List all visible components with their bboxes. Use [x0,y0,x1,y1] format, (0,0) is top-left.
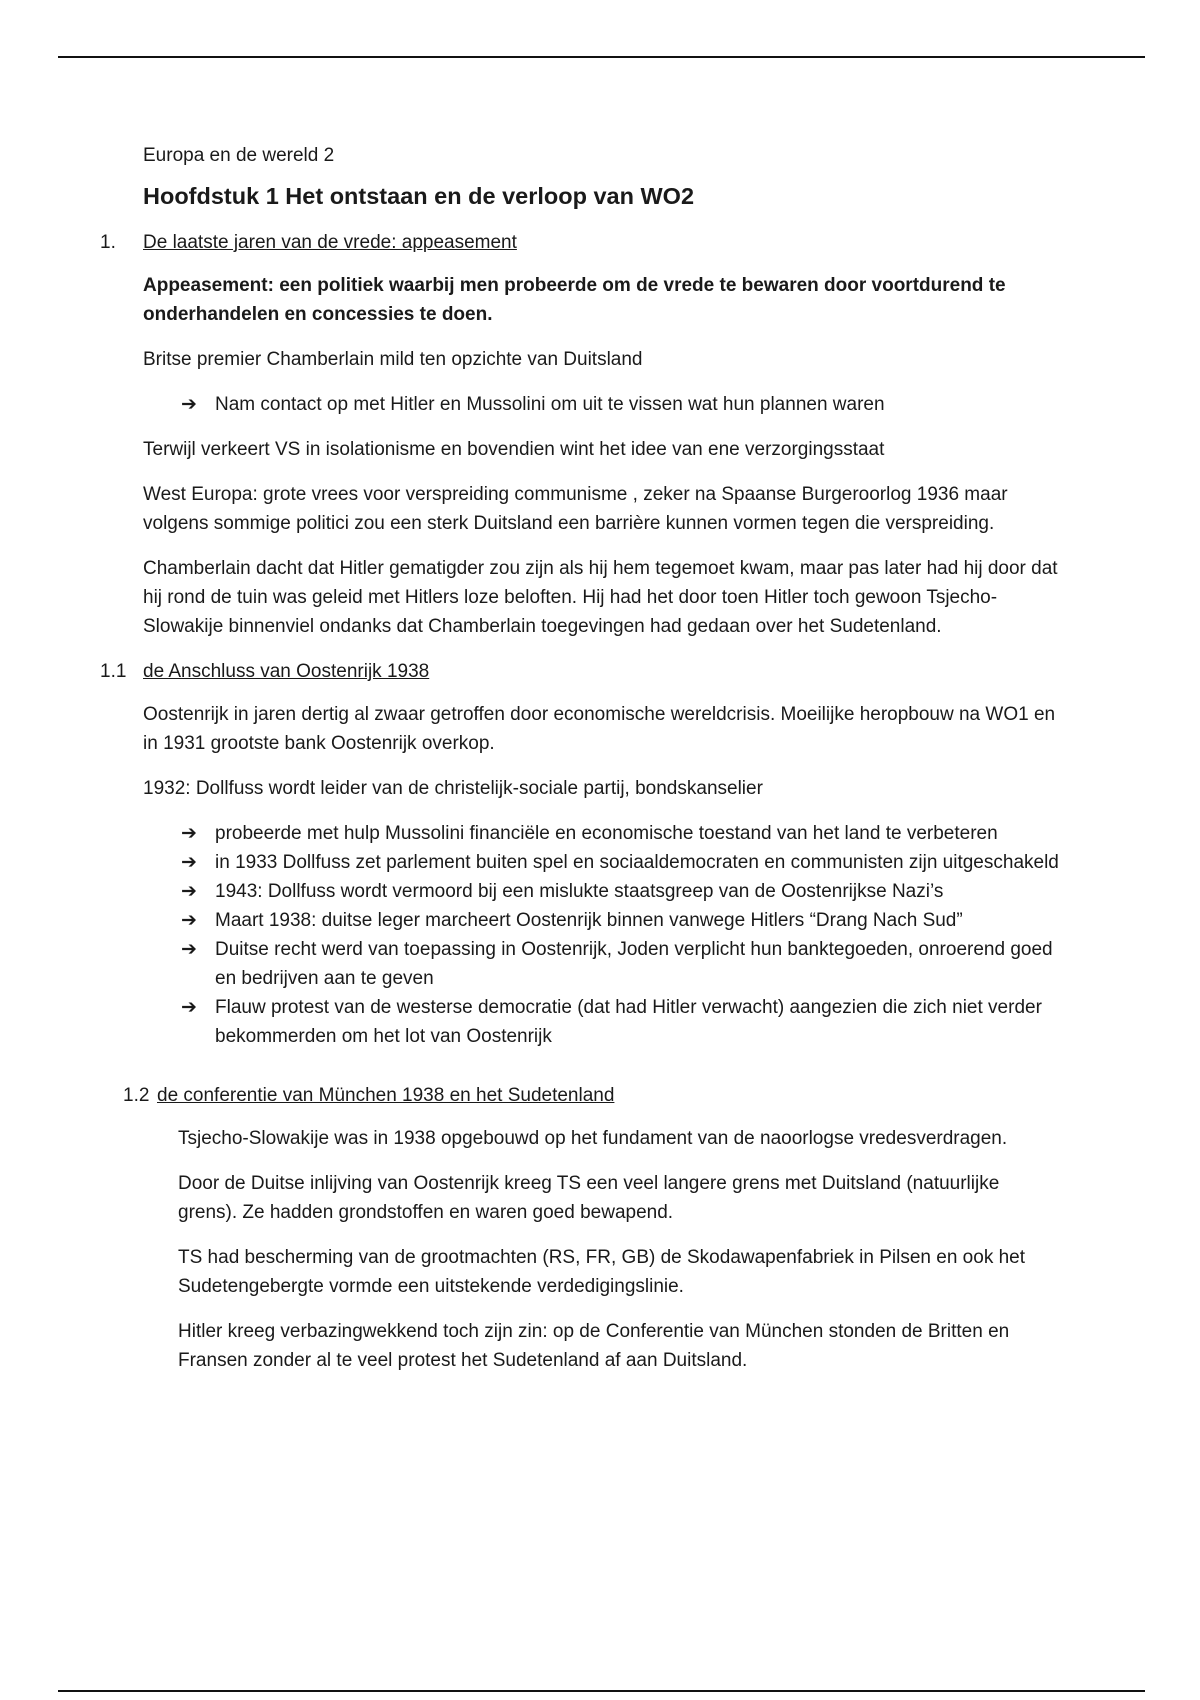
paragraph: Tsjecho-Slowakije was in 1938 opgebouwd op het fundament van de naoorlogse vredesverdragen. [178,1128,1008,1149]
arrow-right-icon: ➔ [181,880,197,902]
page-top-rule [58,56,1145,58]
section-heading-1-2 [123,1081,1200,1110]
paragraph: 1932: Dollfuss wordt leider van de christelijk-sociale partij, bondskanselier [143,778,763,799]
page-bottom-rule [58,1690,1145,1692]
bullet-list [181,819,1060,1051]
paragraph: Terwijl verkeert VS in isolationisme en bovendien wint het idee van ene verzorgingsstaat [143,439,885,460]
list-item: ➔ Flauw protest van de westerse democratie (dat had Hitler verwacht) aangezien die zich niet verder bekommerden om het lot van Oostenrijk [215,993,1060,1051]
paragraph: Chamberlain dacht dat Hitler gematigder zou zijn als hij hem tegemoet kwam, maar pas later had hij door dat hij rond de tuin was geleid met Hitlers loze beloften. Hij had het door toen Hitler toch gewoon Tsjecho-Slowakije binnenviel ondanks dat Chamberlain toegevingen had gedaan over het Sudetenland. [143,558,1058,637]
section-number: 1. [100,232,116,253]
arrow-right-icon: ➔ [181,909,197,931]
bullet-list [181,390,1060,419]
arrow-right-icon: ➔ [181,851,197,873]
section-heading-1 [100,228,1200,257]
section-title: De laatste jaren van de vrede: appeasement [143,232,517,253]
arrow-right-icon: ➔ [181,938,197,960]
paragraph: Hitler kreeg verbazingwekkend toch zijn zin: op de Conferentie van München stonden de Britten en Fransen zonder al te veel protest het Sudetenland af aan Duitsland. [178,1321,1010,1371]
section-number: 1.2 [123,1085,150,1106]
list-item: ➔ 1943: Dollfuss wordt vermoord bij een mislukte staatsgreep van de Oostenrijkse Nazi’s [215,877,1060,906]
section-title: de Anschluss van Oostenrijk 1938 [143,661,430,682]
arrow-right-icon: ➔ [181,822,197,844]
arrow-right-icon: ➔ [181,996,197,1018]
paragraph: Britse premier Chamberlain mild ten opzichte van Duitsland [143,349,643,370]
section-number: 1.1 [100,661,127,682]
list-item: ➔ Duitse recht werd van toepassing in Oostenrijk, Joden verplicht hun banktegoeden, onroerend goed en bedrijven aan te geven [215,935,1060,993]
chapter-title: Hoofdstuk 1 Het ontstaan en de verloop van WO2 [143,183,695,209]
definition-paragraph: Appeasement: een politiek waarbij men probeerde om de vrede te bewaren door voortdurend te onderhandelen en concessies te doen. [143,275,1006,325]
list-item: ➔ Maart 1938: duitse leger marcheert Oostenrijk binnen vanwege Hitlers “Drang Nach Sud” [215,906,1060,935]
list-item: ➔ Nam contact op met Hitler en Mussolini om uit te vissen wat hun plannen waren [215,390,1060,419]
section-heading-1-1 [100,657,1200,686]
document-body [0,141,1200,1391]
document-subtitle: Europa en de wereld 2 [143,145,335,166]
paragraph: West Europa: grote vrees voor verspreiding communisme , zeker na Spaanse Burgeroorlog 1936 maar volgens sommige politici zou een sterk Duitsland een barrière kunnen vormen tegen die verspreiding. [143,484,1008,534]
paragraph: Door de Duitse inlijving van Oostenrijk kreeg TS een veel langere grens met Duitsland (natuurlijke grens). Ze hadden grondstoffen en waren goed bewapend. [178,1173,1000,1223]
section-title: de conferentie van München 1938 en het Sudetenland [157,1085,615,1106]
paragraph: TS had bescherming van de grootmachten (RS, FR, GB) de Skodawapenfabriek in Pilsen en ook het Sudetengebergte vormde een uitstekende verdedigingslinie. [178,1247,1026,1297]
list-item: ➔ in 1933 Dollfuss zet parlement buiten spel en sociaaldemocraten en communisten zijn uitgeschakeld [215,848,1060,877]
paragraph: Oostenrijk in jaren dertig al zwaar getroffen door economische wereldcrisis. Moeilijke heropbouw na WO1 en in 1931 grootste bank Oostenrijk overkop. [143,704,1056,754]
arrow-right-icon: ➔ [181,393,197,415]
list-item: ➔ probeerde met hulp Mussolini financiële en economische toestand van het land te verbeteren [215,819,1060,848]
